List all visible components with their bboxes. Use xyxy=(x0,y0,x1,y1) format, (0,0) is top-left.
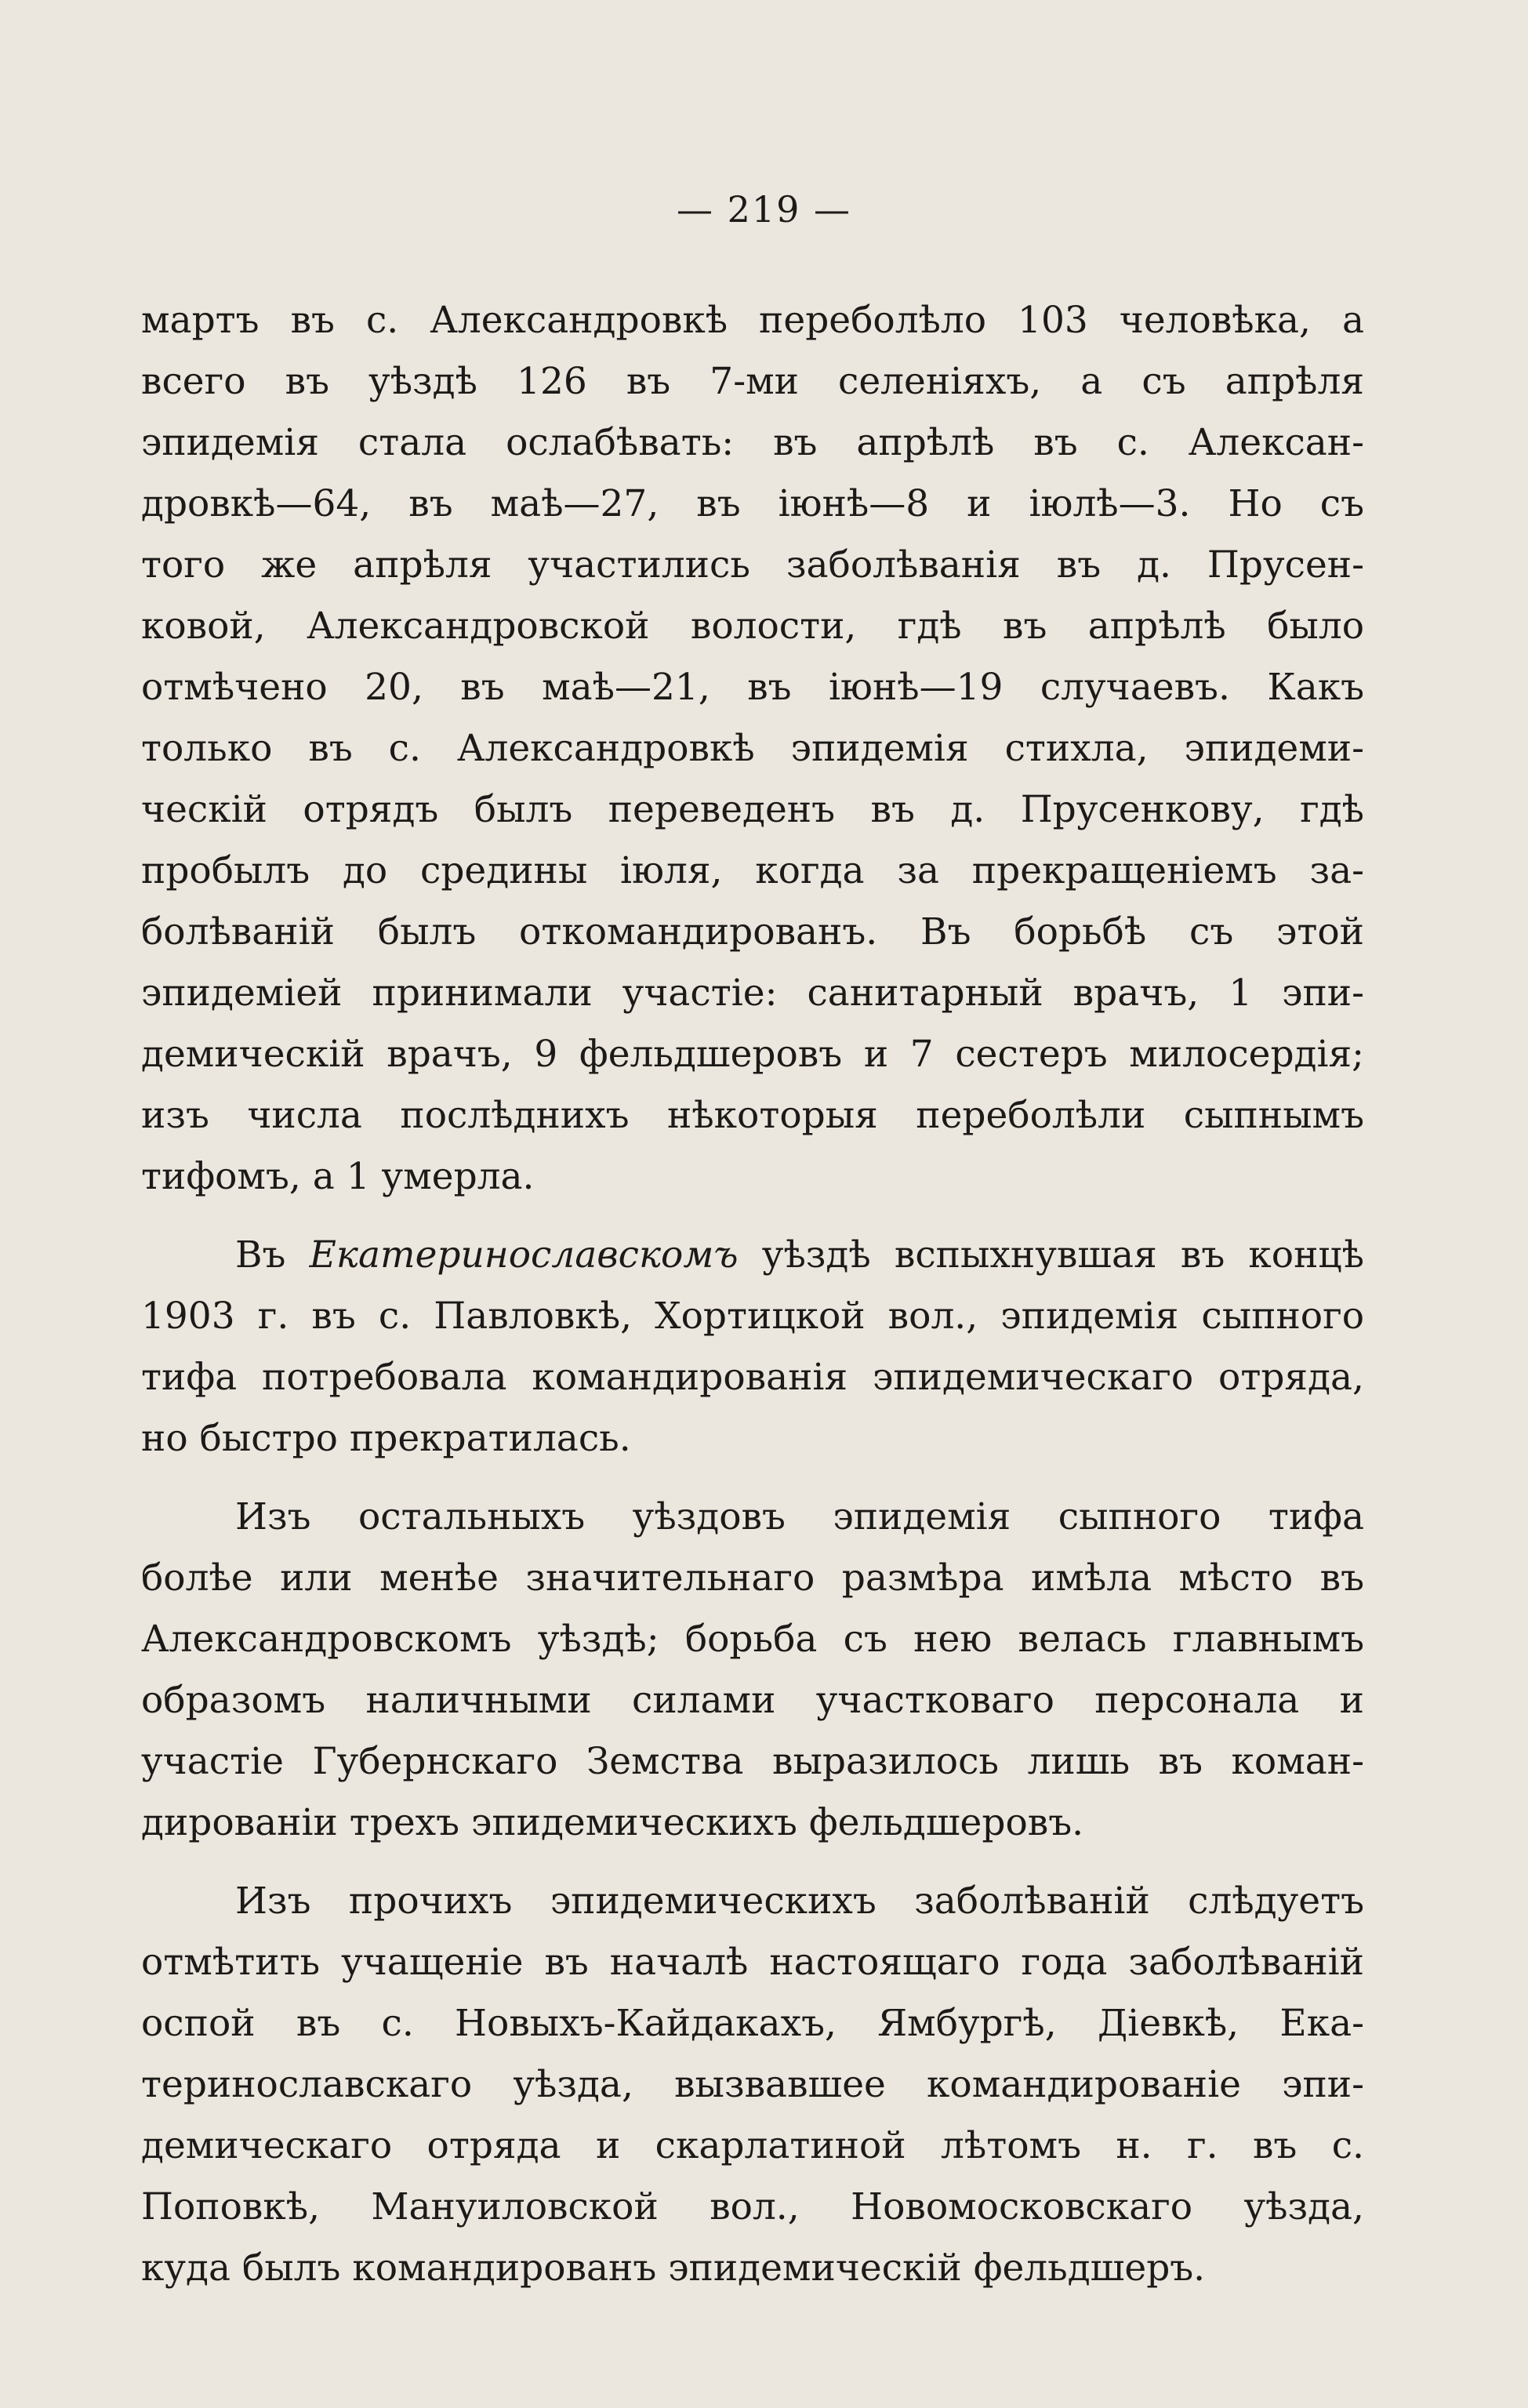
text-line: ковой, Александровской волости, гдѣ въ апрѣлѣ было xyxy=(141,605,1364,648)
text-line: участіе Губернскаго Земства выразилось лишь въ коман- xyxy=(141,1740,1364,1783)
text-line: мартъ въ с. Александровкѣ переболѣло 103 человѣка, а xyxy=(141,299,1364,342)
paragraph-gap xyxy=(141,1469,1364,1487)
text-line: тифомъ, а 1 умерла. xyxy=(141,1155,535,1198)
text-line: болѣваній былъ откомандированъ. Въ борьбѣ съ этой xyxy=(141,910,1364,953)
text-line: тифа потребовала командированія эпидемическаго отряда, xyxy=(141,1356,1364,1399)
text-line: эпидемія стала ослабѣвать: въ апрѣлѣ въ с. Алексан- xyxy=(141,421,1364,464)
paragraph-4 xyxy=(141,1871,1364,2299)
text-line: дированіи трехъ эпидемическихъ фельдшеровъ. xyxy=(141,1801,1084,1844)
text-line: но быстро прекратилась. xyxy=(141,1417,631,1460)
text-line-first xyxy=(141,1225,1364,1286)
paragraph-3 xyxy=(141,1487,1364,1854)
text-line: болѣе или менѣе значительнаго размѣра имѣла мѣсто въ xyxy=(141,1556,1364,1600)
body-text xyxy=(141,290,1364,2299)
text-line: изъ числа послѣднихъ нѣкоторыя переболѣли сыпнымъ xyxy=(141,1094,1364,1137)
text-line: отмѣчено 20, въ маѣ—21, въ іюнѣ—19 случаевъ. Какъ xyxy=(141,666,1364,709)
text-line: Изъ остальныхъ уѣздовъ эпидемія сыпного тифа xyxy=(235,1495,1364,1538)
text-line: куда былъ командированъ эпидемическій фельдшеръ. xyxy=(141,2246,1206,2290)
text-line: пробылъ до средины іюля, когда за прекращеніемъ за- xyxy=(141,849,1364,892)
text-line: Изъ прочихъ эпидемическихъ заболѣваній слѣдуетъ xyxy=(235,1880,1364,1923)
text-line: дровкѣ—64, въ маѣ—27, въ іюнѣ—8 и іюлѣ—3. Но съ xyxy=(141,482,1364,525)
text-line: Поповкѣ, Мануиловской вол., Новомосковскаго уѣзда, xyxy=(141,2185,1364,2228)
text-line: Александровскомъ уѣздѣ; борьба съ нею велась главнымъ xyxy=(141,1618,1364,1661)
lead-word: Въ xyxy=(235,1233,310,1277)
lead-rest: уѣздѣ вспыхнувшая въ концѣ xyxy=(738,1233,1364,1277)
paragraph-gap xyxy=(141,1208,1364,1225)
district-name-italic: Екатеринославскомъ xyxy=(309,1233,739,1277)
paragraph-1 xyxy=(141,290,1364,1208)
text-line: того же апрѣля участились заболѣванія въ д. Прусен- xyxy=(141,543,1364,587)
page-number: — 219 — xyxy=(676,188,852,231)
text-line: демическій врачъ, 9 фельдшеровъ и 7 сестеръ милосердія; xyxy=(141,1033,1364,1076)
paragraph-gap xyxy=(141,1854,1364,1871)
text-line: ческій отрядъ былъ переведенъ въ д. Прусенкову, гдѣ xyxy=(141,788,1364,831)
text-line: 1903 г. въ с. Павловкѣ, Хортицкой вол., эпидемія сыпного xyxy=(141,1295,1364,1338)
text-line: эпидеміей принимали участіе: санитарный врачъ, 1 эпи- xyxy=(141,972,1364,1015)
text-line: оспой въ с. Новыхъ-Кайдакахъ, Ямбургѣ, Діевкѣ, Ека- xyxy=(141,2002,1364,2045)
text-line: демическаго отряда и скарлатиной лѣтомъ н. г. въ с. xyxy=(141,2124,1364,2167)
paragraph-2 xyxy=(141,1225,1364,1469)
text-line: только въ с. Александровкѣ эпидемія стихла, эпидеми- xyxy=(141,727,1364,770)
text-line: отмѣтить учащеніе въ началѣ настоящаго года заболѣваній xyxy=(141,1941,1364,1984)
text-line: образомъ наличными силами участковаго персонала и xyxy=(141,1679,1364,1722)
text-line: теринославскаго уѣзда, вызвавшее командированіе эпи- xyxy=(141,2063,1364,2106)
text-line: всего въ уѣздѣ 126 въ 7-ми селеніяхъ, а съ апрѣля xyxy=(141,360,1364,403)
